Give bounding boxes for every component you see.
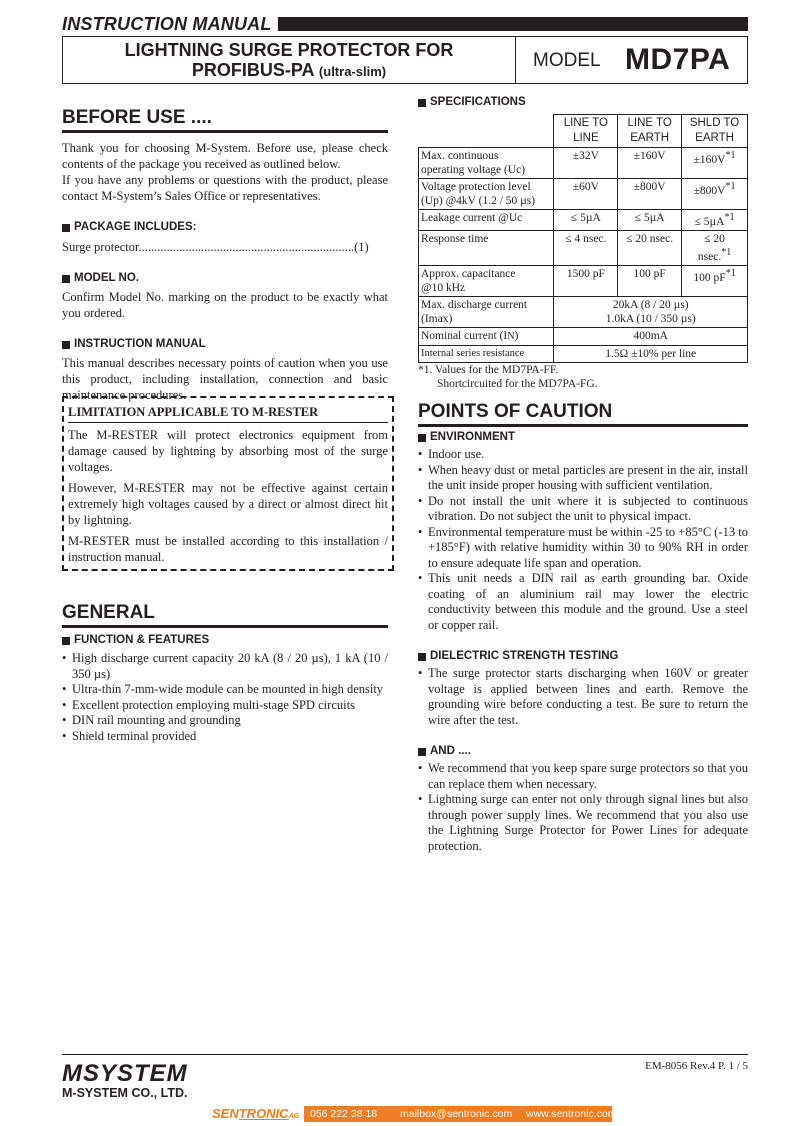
and-heading: AND .... xyxy=(418,744,748,759)
banner-bar xyxy=(278,17,748,31)
sentronic-logo: SENTRONICAG xyxy=(208,1106,304,1122)
cell: $\pm 800V^{*1}$ xyxy=(682,179,748,210)
model-label: MODEL xyxy=(533,50,601,71)
package-heading: PACKAGE INCLUDES: xyxy=(62,220,388,235)
cell: ≤ 20 nsec. xyxy=(618,230,682,265)
caution-section xyxy=(418,400,748,854)
limitation-box xyxy=(62,396,394,571)
cell: ±800V xyxy=(618,179,682,210)
square-bullet-icon xyxy=(62,637,70,645)
product-title-line2: PROFIBUS-PA (ultra-slim) xyxy=(191,60,387,80)
model-no-heading: MODEL NO. xyxy=(62,271,388,286)
cell: ±32V xyxy=(554,148,618,179)
cell: $\pm 160V^{*1}$ xyxy=(682,148,748,179)
row-label: Nominal current (IN) xyxy=(419,327,554,345)
table-row xyxy=(419,265,748,296)
cell: ±60V xyxy=(554,179,618,210)
square-bullet-icon xyxy=(418,653,426,661)
document-reference: EM-8056 Rev.4 P. 1 / 5 xyxy=(645,1060,748,1072)
dielectric-list xyxy=(418,666,748,728)
row-label: Response time xyxy=(419,230,554,265)
caution-heading: POINTS OF CAUTION xyxy=(418,400,748,427)
cell: ≤ 5µA$^{*1}$ xyxy=(682,210,748,231)
product-title-line1: LIGHTNING SURGE PROTECTOR FOR xyxy=(124,40,454,60)
col-header-line-to-line: LINE TO LINE xyxy=(554,115,618,148)
list-item: • We recommend that you keep spare surge protectors so that you can replace them when necessary. xyxy=(418,761,748,792)
title-divider xyxy=(515,37,516,83)
cell: ≤ 5µA xyxy=(554,210,618,231)
limitation-heading: LIMITATION APPLICABLE TO M-RESTER xyxy=(68,404,388,423)
and-list xyxy=(418,761,748,854)
col-header-shld-to-earth: SHLD TO EARTH xyxy=(682,115,748,148)
cell: ≤ 5µA xyxy=(618,210,682,231)
before-use-intro1: Thank you for choosing M-System. Before use, please check contents of the package you received as outlined below. xyxy=(62,141,388,171)
list-item: • This unit needs a DIN rail as earth grounding bar. Oxide coating of an aluminium rail may lower the electric conductivity between this module and the ground. Use a steel or copper rail. xyxy=(418,571,748,633)
col-header-line-to-earth: LINE TO EARTH xyxy=(618,115,682,148)
square-bullet-icon xyxy=(418,748,426,756)
environment-list xyxy=(418,447,748,633)
specifications-table xyxy=(418,114,748,363)
cell: ≤ 20 nsec.$^{*1}$ xyxy=(682,230,748,265)
square-bullet-icon xyxy=(418,99,426,107)
distributor-phone: 056 222 38 18 xyxy=(310,1108,378,1120)
general-heading: GENERAL xyxy=(62,601,388,628)
manual-heading: INSTRUCTION MANUAL xyxy=(62,337,388,352)
square-bullet-icon xyxy=(62,224,70,232)
row-label: Leakage current @Uc xyxy=(419,210,554,231)
cell: 400mA xyxy=(554,327,748,345)
distributor-email[interactable]: mailbox@sentronic.com xyxy=(400,1108,513,1120)
list-item: • Shield terminal provided xyxy=(62,729,388,745)
specifications-heading: SPECIFICATIONS xyxy=(418,95,748,110)
cell: 1500 pF xyxy=(554,265,618,296)
distributor-strip xyxy=(208,1106,617,1122)
model-value: MD7PA xyxy=(625,43,731,76)
table-row xyxy=(419,230,748,265)
square-bullet-icon xyxy=(418,434,426,442)
row-label: Max. discharge current (Imax) xyxy=(419,296,554,327)
list-item: • Indoor use. xyxy=(418,447,748,463)
msystem-logo: MSYSTEM xyxy=(62,1060,188,1087)
cell: 100 pF xyxy=(618,265,682,296)
list-item: • High discharge current capacity 20 kA (8 / 20 µs), 1 kA (10 / 350 µs) xyxy=(62,651,388,682)
row-label: Max. continuous operating voltage (Uc) xyxy=(419,148,554,179)
title-box xyxy=(62,36,748,84)
general-section xyxy=(62,601,388,744)
before-use-intro2: If you have any problems or questions with the product, please contact M-System’s Sales Office or representatives. xyxy=(62,173,388,203)
manual-text: This manual describes necessary points of caution when you use this product, including installation, connection and basic maintenance procedures. xyxy=(62,356,388,402)
package-item: Surge protector.....................................................................(1) xyxy=(62,240,369,254)
row-label: Voltage protection level (Up) @4kV (1.2 / 50 µs) xyxy=(419,179,554,210)
table-row xyxy=(419,327,748,345)
table-corner xyxy=(419,115,554,148)
spec-footnote-line1: *1. Values for the MD7PA-FF. xyxy=(418,363,559,376)
cell: 20kA (8 / 20 µs) 1.0kA (10 / 350 µs) xyxy=(554,296,748,327)
list-item: • Environmental temperature must be within -25 to +85°C (-13 to +185°F) with relative humidity within 30 to 90% RH in order to ensure adequate life span and operation. xyxy=(418,525,748,572)
environment-heading: ENVIRONMENT xyxy=(418,430,748,445)
square-bullet-icon xyxy=(62,275,70,283)
list-item: • When heavy dust or metal particles are present in the air, install the unit inside proper housing with sufficient ventilation. xyxy=(418,463,748,494)
spec-footnote-line2: Shortcircuited for the MD7PA-FG. xyxy=(437,377,598,390)
dielectric-heading: DIELECTRIC STRENGTH TESTING xyxy=(418,649,748,664)
table-row xyxy=(419,210,748,231)
table-row xyxy=(419,296,748,327)
list-item: • Excellent protection employing multi-stage SPD circuits xyxy=(62,698,388,714)
company-name: M-SYSTEM CO., LTD. xyxy=(62,1086,188,1100)
doc-type-title: INSTRUCTION MANUAL xyxy=(62,14,272,34)
before-use-section xyxy=(62,106,388,403)
limitation-p2: However, M-RESTER may not be effective against certain extremely high voltages caused by a direct or almost direct hit by lightning. xyxy=(68,481,388,527)
cell: 1.5Ω ±10% per line xyxy=(554,345,748,362)
before-use-heading: BEFORE USE .... xyxy=(62,106,388,133)
table-header-row xyxy=(419,115,748,148)
cell: ≤ 4 nsec. xyxy=(554,230,618,265)
list-item: • The surge protector starts discharging when 160V or greater voltage is applied between lines and earth. Remove the grounding wire before conducting a test. Be sure to return the wire after the test. xyxy=(418,666,748,728)
table-row xyxy=(419,179,748,210)
list-item: • Ultra-thin 7-mm-wide module can be mounted in high density xyxy=(62,682,388,698)
product-title xyxy=(63,37,515,83)
distributor-website[interactable]: www.sentronic.com xyxy=(526,1108,617,1120)
square-bullet-icon xyxy=(62,341,70,349)
list-item: • Lightning surge can enter not only through signal lines but also through power supply lines. We recommend that you also use the Lightning Surge Protector for Power Lines for adequate protection. xyxy=(418,792,748,854)
features-heading: FUNCTION & FEATURES xyxy=(62,633,388,648)
footer-divider xyxy=(62,1054,748,1055)
specifications-section xyxy=(418,95,748,391)
features-list xyxy=(62,651,388,744)
cell: ±160V xyxy=(618,148,682,179)
table-row xyxy=(419,148,748,179)
product-title-suffix: (ultra-slim) xyxy=(318,64,387,79)
limitation-p1: The M-RESTER will protect electronics equipment from damage caused by lightning by absorbing most of the surge voltages. xyxy=(68,428,388,474)
model-no-text: Confirm Model No. marking on the product to be exactly what you ordered. xyxy=(62,290,388,320)
spec-footnote xyxy=(418,363,748,391)
list-item: • DIN rail mounting and grounding xyxy=(62,713,388,729)
list-item: • Do not install the unit where it is subjected to continuous vibration. Do not subject the unit to physical impact. xyxy=(418,494,748,525)
row-label: Approx. capacitance @10 kHz xyxy=(419,265,554,296)
row-label: Internal series resistance xyxy=(419,345,554,362)
cell: 100 $pF^{*1}$ xyxy=(682,265,748,296)
table-row xyxy=(419,345,748,362)
limitation-p3: M-RESTER must be installed according to this installation / instruction manual. xyxy=(68,534,388,564)
header-banner xyxy=(62,14,748,34)
